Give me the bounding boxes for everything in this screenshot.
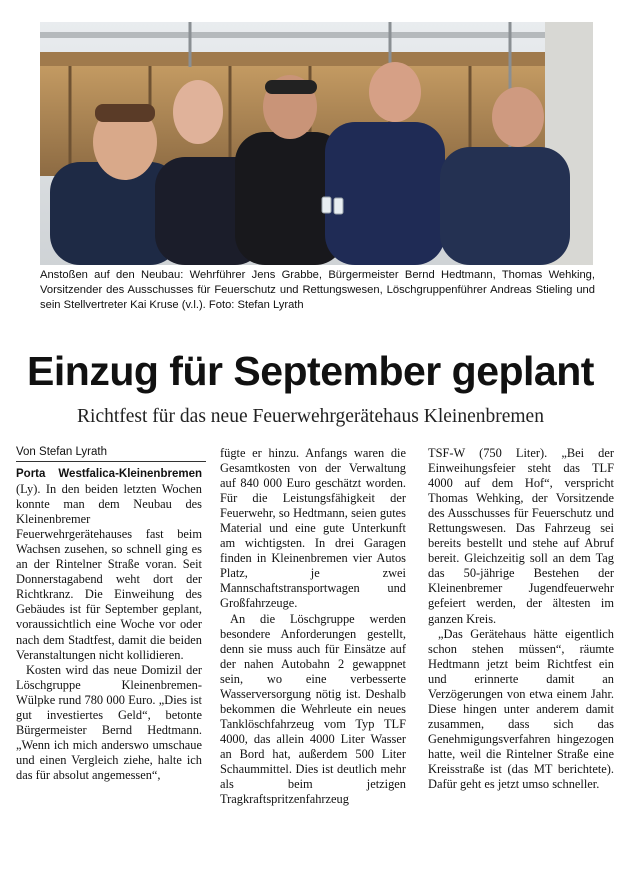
article-column-1 — [16, 466, 202, 783]
article-paragraph — [16, 466, 202, 663]
dateline-location: Porta Westfalica-Kleinenbremen — [16, 468, 202, 480]
photo-caption — [40, 268, 595, 313]
article-paragraph: „Das Gerätehaus hätte eigentlich schon stehen müssen“, räumte Hedtmann jetzt beim Richtfest ein und erinnerte damit an Verzögerungen von etwa einem Jahr. Diese hingen unter anderem damit zusammen, dass sich das Genehmigungsverfahren hingezogen hatte, weil die Rintelner Straße eine Kreisstraße ist (das MT berichtete). Dafür geht es jetzt umso schneller. — [428, 626, 614, 792]
article-paragraph: TSF-W (750 Liter). „Bei der Einweihungsfeier steht das TLF 4000 auf dem Hof“, verspricht Thomas Wehking, der Vorsitzende des Ausschusses für Feuerschutz und Rettungswesen. Das Fahrzeug sei bereits bestellt und stehe auf Abruf bereit. Gleichzeitig soll an dem Tag das 50-jährige Bestehen der Kleinenbremer Jugendfeuerwehr gefeiert werden, der ältesten im ganzen Kreis. — [428, 446, 614, 626]
article-photo — [40, 22, 593, 265]
article-paragraph: fügte er hinzu. Anfangs waren die Gesamtkosten von der Verwaltung auf 840 000 Euro geschätzt worden. Für die Leistungsfähigkeit der Feuerwehr, so Hedtmann, seien gutes Material und eine gute Unterkunft am wichtigsten. In drei Garagen finden in Kleinenbremen vier Autos Platz, je zwei Mannschaftstransportwagen und Großfahrzeuge. — [220, 446, 406, 611]
article-column-2 — [220, 446, 406, 807]
caption-text: Anstoßen auf den Neubau: Wehrführer Jens Grabbe, Bürgermeister Bernd Hedtmann, Thomas Wehking, Vorsitzender des Ausschusses für Feuerschutz und Rettungswesen, Löschgruppenführer Andreas Stieling und sein Stellvertreter Kai Kruse (v.l.). — [40, 269, 595, 311]
subheadline: Richtfest für das neue Feuerwehrgerätehaus Kleinenbremen — [77, 406, 544, 427]
paragraph-text: (Ly). In den beiden letzten Wochen konnte man dem Neubau des Kleinenbremer Feuerwehrgerätehauses fast beim Wachsen zusehen, so schnell ging es an der Rintelner Straße voran. Seit Donnerstagabend weht dort der Richtkranz. Die Einweihung des Gebäudes ist für September geplant, voraussichtlich eine Woche vor oder nach dem Stadtfest, damit die beiden Veranstaltungen nicht kollidieren. — [16, 482, 202, 662]
headline: Einzug für September geplant — [27, 348, 594, 394]
byline: Von Stefan Lyrath — [16, 446, 206, 462]
article-paragraph: An die Löschgruppe werden besondere Anforderungen gestellt, denn sie muss auch für Einsätze auf der nahen Autobahn 2 gewappnet sein, wo eine verbesserte Wasserversorgung nötig ist. Deshalb bekommen die Wehrleute ein neues Tanklöschfahrzeug vom Typ TLF 4000, das allein 4000 Liter Wasser an Bord hat, außerdem 500 Liter Schaummittel. Dies ist deutlich mehr als beim jetzigen Tragkraftspritzenfahrzeug — [220, 611, 406, 807]
photo-credit: Foto: Stefan Lyrath — [208, 299, 304, 311]
article-column-3 — [428, 446, 614, 792]
group-photo-icon — [40, 22, 593, 265]
article-paragraph: Kosten wird das neue Domizil der Löschgruppe Kleinenbremen-Wülpke rund 780 000 Euro. „Dies ist gut investiertes Geld“, betonte Bürgermeister Bernd Hedtmann. „Wenn ich mich anderswo umschaue und einen Vergleich ziehe, halte ich das für absolut angemessen“, — [16, 662, 202, 782]
